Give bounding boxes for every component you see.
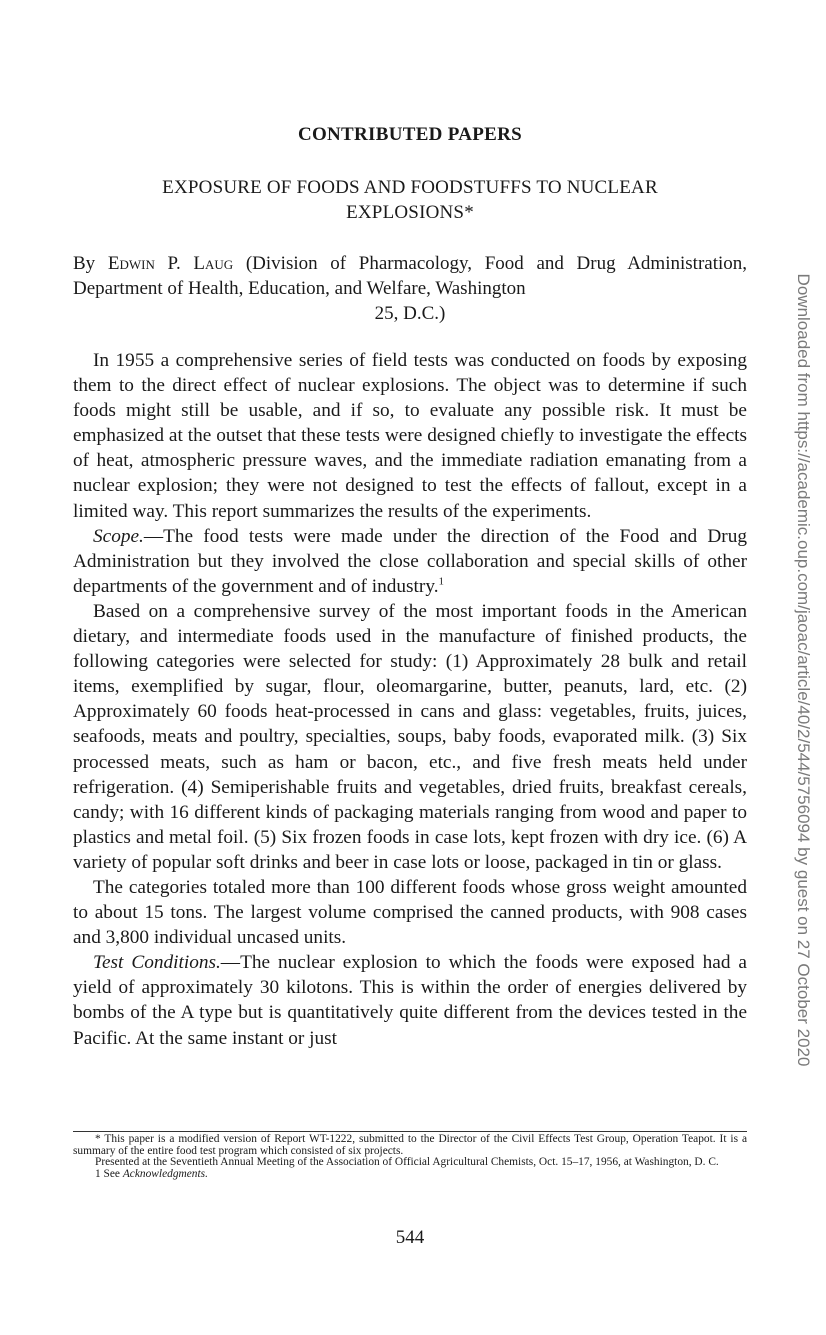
section-heading: CONTRIBUTED PAPERS [297,124,523,145]
article-title-line: EXPLOSIONS* [346,202,474,223]
footnote: Presented at the Seventieth Annual Meeting of the Association of Official Agricultural Chemists, Oct. 15–17, 1956, at Washington, D. C. [95,1156,719,1169]
author-byline [73,251,747,326]
footnote-text: 1 See [95,1167,123,1180]
run-in-heading: Scope. [93,525,144,547]
article-title-line: EXPOSURE OF FOODS AND FOODSTUFFS TO NUCLEAR [162,177,658,198]
article-body [73,348,747,1051]
footnotes [73,1134,747,1180]
footnote-divider [73,1131,747,1132]
run-in-heading: Test Conditions. [93,952,221,974]
paragraph-text: —The nuclear explosion to which the foods were exposed had a yield of approximately 30 kilotons. This is within the order of energies delivered by bombs of the A type but is quantitatively quite different from the devices tested in the Pacific. At the same instant or just [73,952,747,1049]
footnote [73,1169,747,1181]
download-watermark [790,273,816,1067]
author-affiliation-end: 25, D.C.) [374,303,446,324]
body-paragraph [73,524,747,599]
body-paragraph: The categories totaled more than 100 different foods whose gross weight amounted to about 15 tons. The largest volume comprised the canned products, with 908 cases and 3,800 individual uncased units. [73,876,747,949]
author-name: Edwin P. Laug [107,253,234,274]
body-paragraph: In 1955 a comprehensive series of field tests was conducted on foods by exposing them to the direct effect of nuclear explosions. The object was to determine if such foods might still be usable, and if so, to evaluate any possible risk. It must be emphasized at the outset that these tests were designed chiefly to investigate the effects of heat, atmospheric pressure waves, and the immediate radiation emanating from a nuclear explosion; they were not designed to test the effects of fallout, except in a limited way. This report summarizes the results of the experiments. [73,350,747,522]
footnote: * This paper is a modified version of Report WT-1222, submitted to the Director of the Civil Effects Test Group, Operation Teapot. It is a summary of the entire food test program which consisted of six projects. [73,1133,747,1157]
footnote-ref: 1 [438,575,445,588]
watermark-text: Downloaded from https://academic.oup.com/jaoac/article/40/2/544/5756094 by guest on 27 October 2020 [794,273,813,1067]
page-number: 544 [395,1227,425,1248]
paragraph-text: —The food tests were made under the direction of the Food and Drug Administration but they involved the close collaboration and special skills of other departments of the government and of industry. [73,525,747,597]
article-title [73,175,747,225]
body-paragraph: Based on a comprehensive survey of the most important foods in the American dietary, and intermediate foods used in the manufacture of finished products, the following categories were selected for study: (1) Approximately 28 bulk and retail items, exemplified by sugar, flour, oleomargarine, butter, peanuts, lard, etc. (2) Approximately 60 foods heat-processed in cans and glass: vegetables, fruits, juices, seafoods, meats and poultry, specialties, soups, baby foods, evaporated milk. (3) Six processed meats, such as ham or bacon, etc., and five fresh meats held under refrigeration. (4) Semiperishable fruits and vegetables, dried fruits, breakfast cereals, candy; with 16 different kinds of packaging materials ranging from wood and paper to plastics and metal foil. (5) Six frozen foods in case lots, kept frozen with dry ice. (6) A variety of popular soft drinks and beer in case lots or loose, packaged in tin or glass. [73,600,747,873]
author-affiliation: (Division of Pharmacology, Food and Drug Administration, Department of Health, Education, and Welfare, Washington [73,253,748,299]
body-paragraph [73,950,747,1050]
footnote-italic: Acknowledgments. [122,1167,208,1180]
byline-by: By [73,253,96,274]
